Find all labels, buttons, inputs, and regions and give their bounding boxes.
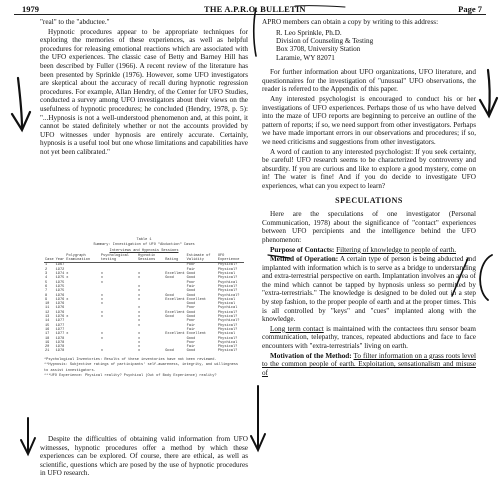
table-cell: x [100, 280, 104, 285]
motivation-heading: Motivation of the Method: [270, 351, 352, 360]
table-column-header: Estimate of Validity [186, 254, 217, 263]
table-note-1: *Psychological Inventories: Results of these inventories have not been reviewed. [44, 357, 217, 362]
table-cell: 8 [45, 293, 48, 298]
header-year: 1979 [22, 4, 39, 14]
table-cell: 1977 [55, 327, 65, 332]
table-cell: Fair [186, 327, 196, 332]
table-body [44, 263, 244, 354]
table-cell: 1972 [55, 267, 65, 272]
table-column-header: Hypnotic Sessions [137, 254, 164, 263]
table-header-row [44, 254, 244, 263]
table-cell: Fair [186, 284, 196, 289]
table-column-header: Rating [164, 254, 185, 263]
table-cell: x [138, 345, 141, 350]
table-cell: Good [186, 276, 196, 281]
table-cell: 18 [45, 336, 50, 341]
table-cell: 1975 [55, 289, 65, 294]
table-cell: Psychical [217, 340, 238, 345]
table-cell: x [100, 297, 104, 302]
table-cell: 7 [45, 289, 48, 294]
table-cell: x [100, 349, 104, 354]
table-cell: x [138, 319, 141, 324]
table-cell [65, 349, 100, 353]
table-cell: x [138, 315, 141, 320]
purpose-heading: Purpose of Contacts: [270, 245, 335, 254]
table-cell: 19 [45, 340, 50, 345]
table-cell: Good [186, 336, 196, 341]
address-line: Box 3708, University Station [276, 45, 361, 54]
table-cell: x [138, 284, 141, 289]
table-cell: Physical? [217, 284, 238, 289]
table-cell: x [138, 306, 141, 311]
table-cell: Good [165, 276, 174, 281]
table-column-header: Psychological testing [100, 254, 137, 263]
table-cell: x [66, 297, 69, 302]
table-cell: x [138, 349, 141, 354]
table-cell: 1976 [55, 293, 65, 298]
table-cell: x [100, 293, 104, 298]
table-subtitle: Interviews and Hypnosis Sessions [109, 248, 179, 253]
table-cell: x [100, 276, 104, 281]
table-cell: 21 [45, 349, 50, 354]
table-cell: Psychical? [217, 293, 240, 298]
table-cell: 10 [45, 302, 50, 307]
table-cell: 11 [45, 306, 50, 311]
table-cell: x [138, 293, 141, 298]
long-term-paragraph [262, 325, 476, 351]
table-cell: Physical [217, 332, 236, 337]
table-cell: 1975 [55, 276, 65, 281]
table-cell: x [138, 336, 141, 341]
purpose-paragraph [262, 246, 476, 255]
table-cell: x [66, 276, 69, 281]
table-column-header: Case [44, 254, 55, 263]
table-cell: 2 [45, 267, 48, 272]
table-cell: x [138, 289, 141, 294]
table-cell: Physical? [217, 327, 238, 332]
table-cell: Poor [186, 280, 196, 285]
table-cell: Excellent [165, 332, 185, 337]
right-paragraph-2: For further information about UFO organizations, UFO literature, and questionnaires for the investigation of "unusual" UFO observations, the reader is referred to the Appendix of this paper. [262, 68, 476, 94]
table-cell: 12 [45, 310, 50, 315]
abduction-cases-table [44, 238, 244, 380]
table-cell: x [100, 315, 104, 320]
table-cell: 20 [45, 345, 50, 350]
table-cell: x [100, 332, 104, 337]
table-cell: x [138, 310, 141, 315]
table-title: Summary: Investigation of UFO "Abduction" Cases [93, 243, 195, 248]
table-cell: 1976 [55, 297, 65, 302]
left-paragraph-3: Despite the difficulties of obtaining valid information from UFO witnesses, hypnotic procedures offer a method by which these experiences can be explored. Of course, there are ethical, as well as scientific, questions which are posed by the use of hypnotic procedures in UFO research. [40, 435, 248, 478]
table-cell: 9 [45, 297, 48, 302]
right-arrow-icon [480, 70, 497, 116]
left-arrow-icon [12, 78, 30, 130]
table-cell: Physical? [217, 336, 238, 341]
table-cell: Good [165, 349, 174, 354]
table-cell: Physical? [217, 310, 238, 315]
table-cell: Excellent [186, 297, 207, 302]
table-cell: 6 [45, 284, 48, 289]
left-column [40, 18, 248, 158]
motivation-paragraph [262, 352, 476, 378]
left-paragraph-1: "real" to the "abductee." [40, 18, 110, 26]
table-cell: Fair [186, 323, 196, 328]
table-cell: Psychical [217, 306, 238, 311]
method-paragraph [262, 255, 476, 324]
table-cell: 4 [45, 276, 48, 281]
header-title: THE A.P.R.O. BULLETIN [204, 4, 306, 14]
table-label: Table 1 [136, 238, 152, 242]
table-cell: Poor [186, 263, 196, 268]
table-cell: Physical? [217, 315, 238, 320]
table-cell: Physical [217, 302, 236, 307]
table-column-header: Polygraph Examination [65, 254, 100, 263]
table-cell: 1978 [55, 340, 65, 345]
table-cell: 1976 [55, 306, 65, 311]
address-line: Laramie, WY 82071 [276, 53, 335, 62]
table-cell: Physical? [217, 323, 238, 328]
table-cell: 1977 [55, 332, 65, 337]
table-cell: 1975 [55, 280, 65, 285]
table-cell: Physical [217, 272, 236, 277]
right-paragraph-4: A word of caution to any interested psychologist: If you seek certainty, be careful! UFO research seems to be characterized by controversy and absurdity. If you are curious and like to explore a good mystery, come on in! The water is fine! And if you do decide to investigate UFO experiences, what can you expect to learn? [262, 147, 476, 190]
bottom-arrow-icon [251, 386, 265, 450]
table-cell: 17 [45, 332, 50, 337]
table-cell: x [138, 332, 141, 337]
address-line: Division of Counseling & Testing [276, 37, 374, 45]
table-cell: 1975 [55, 284, 65, 289]
right-column [262, 18, 476, 378]
header-page-number: Page 7 [458, 4, 482, 14]
table-cell: x [138, 272, 141, 277]
method-heading: Method of Operation: [270, 255, 339, 264]
table-cell: Poor [186, 340, 196, 345]
table-cell: x [100, 272, 104, 277]
motivation-text: To filter information on a grass roots level to the common people of earth. Exploitation, sensationalism and misuse of [262, 351, 476, 377]
method-text: A certain type of person is being abducted and implanted with information which is to serve as a bridge to understanding and extra-terrestrial perspective on earth. Implantation involves an area of the mind which cannot be tapped by hypnosis unless so permitted by "extra-terrestrials." The knowledge is designed to be doled out in a step by step fashion, to the proper people of earth and at the proper times. This is all controlled by "keys" and "cues" implanted along with the knowledge. [262, 255, 476, 324]
header-rule [14, 14, 486, 15]
table-cell: 1977 [55, 323, 65, 328]
table-cell: Psychical? [217, 319, 240, 324]
long-term-heading: Long term contact [270, 324, 324, 333]
table-cell: x [138, 323, 141, 328]
table-cell: x [100, 310, 104, 315]
table-cell: x [100, 336, 104, 341]
table-cell: Good [186, 293, 196, 298]
table-column-header: Year [55, 254, 66, 263]
table-cell: Good [186, 272, 196, 277]
table-cell: Physical? [217, 349, 238, 354]
curve-mark [480, 255, 492, 300]
table-cell: Psychical [217, 280, 238, 285]
section-heading-speculations: SPECULATIONS [335, 195, 403, 205]
table-cell: Excellent [186, 332, 207, 337]
table-note-3: ***UFO Experience: Physical reality? Psychical (Out of Body Experience) reality? [44, 374, 217, 379]
table-cell: x [138, 297, 141, 302]
table-cell: 13 [45, 315, 50, 320]
table-cell: 1976 [55, 315, 65, 320]
table-cell: 16 [45, 327, 50, 332]
right-paragraph-5: Here are the speculations of one investigator (Personal Communication, 1978) about the significance of "contact" experiences between UFO percipients and the intelligence behind the UFO phenomenon: [262, 210, 476, 244]
table-cell: 1978 [55, 345, 65, 350]
table-cell: Good [186, 302, 196, 307]
table-cell: Good [186, 315, 196, 320]
long-term-text: is maintained with the contactees thru sensor beam communication, telepathy, trances, repeated abductions and face to face encounters with "extra-terrestrials" living on earth. [262, 324, 476, 351]
table-cell: Physical? [217, 276, 238, 281]
table-cell: x [138, 276, 141, 281]
table-cell: Good [186, 310, 196, 315]
right-paragraph-3: Any interested psychologist is encouraged to conduct his or her investigations of UFO experiences. Perhaps those of us who have delved into the maze of UFO reports are beginning to perceive an outline of the pattern of reports; if so, we need support from other investigators. Perhaps we have made important errors in our observations and procedures; if so, we need criticisms and suggestions from other investigators. [262, 95, 476, 146]
table-cell: 1 [45, 263, 48, 268]
table-cell: Physical? [217, 289, 238, 294]
table-cell: 1974 [55, 272, 65, 277]
table-cell: 1978 [55, 349, 65, 354]
table-cell: 14 [45, 319, 50, 324]
table-cell: 1977 [55, 319, 65, 324]
table-cell: Fair [186, 267, 196, 272]
right-paragraph-1: APRO members can obtain a copy by writing to this address: [262, 18, 439, 26]
table-cell: 1976 [55, 310, 65, 315]
left-column-bottom [40, 435, 248, 478]
table-cell: Excellent [165, 297, 185, 302]
table-cell: Poor [186, 306, 196, 311]
bottom-left-arrow-icon [21, 418, 35, 454]
table-cell: Physical [217, 297, 236, 302]
table-cell: 1976 [55, 302, 65, 307]
address-line: R. Leo Sprinkle, Ph.D. [276, 28, 342, 37]
table-cell: Physical? [217, 345, 238, 350]
table-cell: 3 [45, 272, 48, 277]
table-cell: Good [165, 293, 174, 298]
table-cell: Good [186, 349, 196, 354]
table-cell: x [66, 315, 69, 320]
table-cell: 5 [45, 280, 48, 285]
table-cell: Physical? [217, 267, 238, 272]
table-cell: Good [186, 289, 196, 294]
table-cell: 15 [45, 323, 50, 328]
table-cell: Fair [186, 345, 196, 350]
table-cell: Excellent [165, 310, 185, 315]
table-notes [44, 358, 244, 380]
left-paragraph-2: Hypnotic procedures appear to be appropriate techniques for exploring the memories of these experiences, as well as helpful procedures for releasing emotional reactions which are associated with the UFO experiences. The classic case of Betty and Barney Hill has been described by Fuller (1966). A recent review of the literature has been presented by Sprinkle (1976). However, some UFO investigators are skeptical about the accuracy of recall during hypnotic regression procedures. For example, Allan Hendry, of the Center for UFO Studies, conducted a survey among UFO investigators about their views on the usefulness of hypnotic procedures; he concluded (Hendry, 1978, p. 5): "...Hypnosis is not a well-understood phenomenon and, at this point, it cannot be stated definitely whether or not the accounts provided by UFO witnesses under hypnosis are entirely accurate. Certainly, hypnosis is a useful tool but one whose limitations and capabilities have not yet been calibrated." [40, 27, 248, 156]
table-cell: Excellent [165, 272, 185, 277]
table-cell: 1978 [55, 336, 65, 341]
table-row [44, 349, 244, 353]
table-cell: x [138, 340, 141, 345]
table-cell: x [66, 332, 69, 337]
table-cell: Poor [186, 319, 196, 324]
table-grid [44, 254, 244, 354]
table-cell: 1967 [55, 263, 65, 268]
table-cell: Physical? [217, 263, 238, 268]
mailing-address [276, 29, 476, 63]
table-column-header: UFO Experience [217, 254, 244, 263]
table-cell: x [100, 302, 104, 307]
purpose-text: Filtering of knowledge to people of earth. [336, 245, 457, 254]
table-cell: Good [165, 315, 174, 320]
table-cell: x [66, 272, 69, 277]
table-note-2: **Hypnosis: Subjective ratings of participants' self-awareness, integrity, and willingness to assist investigators. [44, 363, 239, 373]
